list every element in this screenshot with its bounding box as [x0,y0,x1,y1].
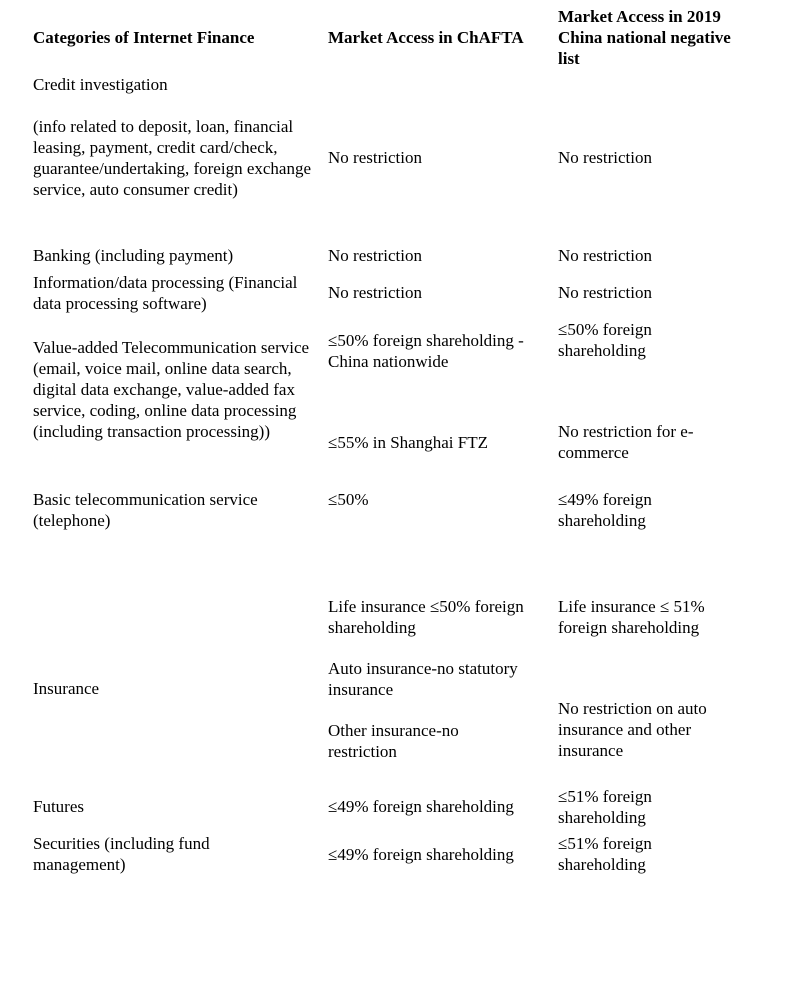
banking-category: Banking (including payment) [33,246,234,265]
header-chafta: Market Access in ChAFTA [328,28,524,47]
banking-negative-list: No restriction [558,246,652,265]
insurance-chafta-auto: Auto insurance-no statutory insurance [328,659,518,699]
basic-telecom-negative-list: ≤49% foreign shareholding [558,490,652,530]
securities-chafta: ≤49% foreign shareholding [328,845,514,864]
vat-negative-list-shareholding: ≤50% foreign shareholding [558,320,652,360]
header-negative-list: Market Access in 2019 China national negative list [558,7,731,68]
securities-category: Securities (including fund management) [33,834,210,874]
header-categories: Categories of Internet Finance [33,28,255,47]
basic-telecom-chafta: ≤50% [328,490,369,509]
info-negative-list: No restriction [558,283,652,302]
credit-detail: (info related to deposit, loan, financial leasing, payment, credit card/check, guarantee/undertaking, foreign exchange service, auto consumer credit) [33,117,312,199]
info-category: Information/data processing (Financial data processing software) [33,273,298,313]
insurance-chafta-other: Other insurance-no restriction [328,721,459,761]
vat-negative-list-ecommerce: No restriction for e-commerce [558,422,694,462]
insurance-negative-list-auto-other: No restriction on auto insurance and other insurance [558,699,707,760]
banking-chafta: No restriction [328,246,422,265]
credit-negative-list: No restriction [558,148,652,167]
credit-chafta: No restriction [328,148,422,167]
vat-chafta-nationwide: ≤50% foreign shareholding - China nationwide [328,331,524,371]
info-chafta: No restriction [328,283,422,302]
insurance-negative-list-life: Life insurance ≤ 51% foreign shareholding [558,597,705,637]
insurance-category: Insurance [33,679,100,698]
credit-title: Credit investigation [33,75,168,94]
insurance-chafta-life: Life insurance ≤50% foreign shareholding [328,597,524,637]
vat-category: Value-added Telecommunication service (email, voice mail, online data search, digital data exchange, value-added fax service, coding, online data processing (including transaction processing)) [33,338,310,441]
vat-chafta-shanghai: ≤55% in Shanghai FTZ [328,433,488,452]
futures-chafta: ≤49% foreign shareholding [328,797,514,816]
futures-negative-list: ≤51% foreign shareholding [558,787,652,827]
basic-telecom-category: Basic telecommunication service (telephone) [33,490,258,530]
futures-category: Futures [33,797,84,816]
securities-negative-list: ≤51% foreign shareholding [558,834,652,874]
